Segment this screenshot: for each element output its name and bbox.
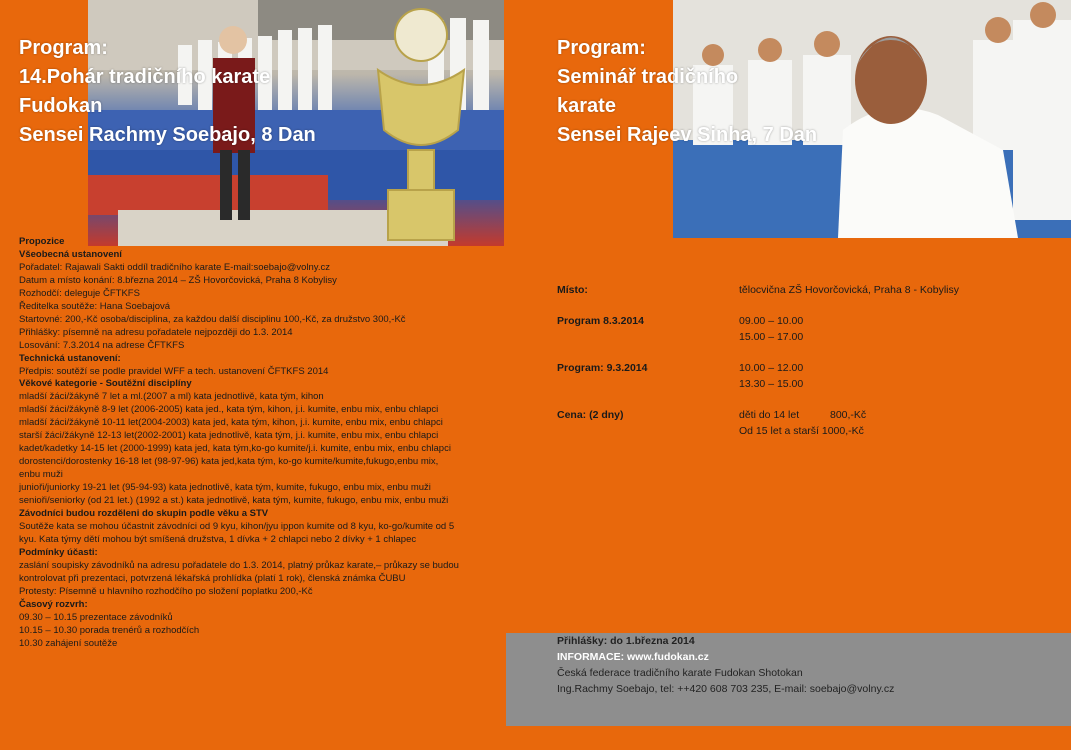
proposition-line: Startovné: 200,-Kč osoba/disciplina, za každou další disciplinu 100,-Kč, za družstvo 300,-Kč xyxy=(19,313,406,325)
seminar-title-line: Program: xyxy=(557,37,646,59)
info-url-link[interactable]: www.fudokan.cz xyxy=(627,651,709,663)
day1-time: 15.00 – 17.00 xyxy=(739,331,804,343)
seminar-title-line: karate xyxy=(557,95,616,117)
section-heading: Věkové kategorie - Soutěžní disciplíny xyxy=(19,378,192,390)
proposition-line: Přihlášky: písemně na adresu pořadatele nejpozději do 1.3. 2014 xyxy=(19,326,293,338)
contact-box xyxy=(506,633,1071,726)
section-heading: Všeobecná ustanovení xyxy=(19,248,122,260)
section-heading: Časový rozvrh: xyxy=(19,598,88,610)
info-label: INFORMACE: xyxy=(557,651,625,663)
organization-name: Česká federace tradičního karate Fudokan Shotokan xyxy=(557,667,803,679)
proposition-line: kadet/kadetky 14-15 let (2000-1999) kata jed, kata tým,ko-go kumite/j.i. kumite, enbu mix, enbu chlapci xyxy=(19,443,451,455)
day2-time: 13.30 – 15.00 xyxy=(739,378,804,390)
proposition-line: 09.30 – 10.15 prezentace závodníků xyxy=(19,611,173,623)
proposition-line: Protesty: Písemně u hlavního rozhodčího po složení poplatku 200,-Kč xyxy=(19,585,313,597)
section-heading: Propozice xyxy=(19,236,65,247)
price-label: Cena: (2 dny) xyxy=(557,409,624,421)
day1-time: 09.00 – 10.00 xyxy=(739,315,804,327)
price-children-value: 800,-Kč xyxy=(830,409,867,421)
tournament-title-line: Sensei Rachmy Soebajo, 8 Dan xyxy=(19,124,316,146)
proposition-line: Soutěže kata se mohou účastnit závodníci od 9 kyu, kihon/jyu ippon kumite od 8 kyu, ko-go/kumite od 5 xyxy=(19,520,455,532)
place-label: Místo: xyxy=(557,284,588,296)
info-line xyxy=(557,651,709,663)
day1-label: Program 8.3.2014 xyxy=(557,315,644,327)
proposition-line: 10.15 – 10.30 porada trenérů a rozhodčích xyxy=(19,624,200,636)
proposition-line: starší žáci/žákyně 12-13 let(2002-2001) kata jednotlivě, kata tým, j.i. kumite, enbu mix, enbu chlapci xyxy=(19,430,439,442)
proposition-line: 10.30 zahájení soutěže xyxy=(19,637,118,649)
proposition-line: mladší žáci/žákyně 7 let a ml.(2007 a ml) kata jednotlivě, kata tým, kihon xyxy=(19,391,324,403)
section-heading: Závodníci budou rozděleni do skupin podle věku a STV xyxy=(19,508,269,520)
proposition-line: zaslání soupisky závodníků na adresu pořadatele do 1.3. 2014, platný průkaz karate,– průkazy se budou xyxy=(19,559,459,571)
contact-details: Ing.Rachmy Soebajo, tel: ++420 608 703 235, E-mail: soebajo@volny.cz xyxy=(557,683,895,695)
place-value: tělocvična ZŠ Hovorčovická, Praha 8 - Kobylisy xyxy=(739,284,960,296)
proposition-line: dorostenci/dorostenky 16-18 let (98-97-96) kata jed,kata tým, ko-go kumite/kumite,fukugo,enbu mix, xyxy=(19,456,439,468)
seminar-title-line: Seminář tradičního xyxy=(557,66,739,88)
proposition-line: junioři/juniorky 19-21 let (95-94-93) kata jednotlivě, kata tým, kumite, fukugo, enbu mix, enbu muži xyxy=(19,482,431,494)
proposition-line: kyu. Kata týmy dětí mohou být smíšená družstva, 1 dívka + 2 chlapci nebo 2 dívky + 1 chlapec xyxy=(19,533,417,545)
price-adults: Od 15 let a starší 1000,-Kč xyxy=(739,425,864,437)
seminar-title-line: Sensei Rajeev Sinha, 7 Dan xyxy=(557,124,818,146)
proposition-line: senioři/seniorky (od 21 let.) (1992 a st.) kata jednotlivě, kata tým, kumite, fukugo, enbu mix, enbu muži xyxy=(19,495,449,507)
section-heading: Technická ustanovení: xyxy=(19,352,121,364)
seminar-title xyxy=(557,34,977,150)
price-children-text: děti do 14 let xyxy=(739,409,800,421)
propositions-text xyxy=(19,236,514,651)
proposition-line: Ředitelka soutěže: Hana Soebajová xyxy=(19,300,171,312)
proposition-line: kontrolovat při prezentaci, potvrzená lékařská prohlídka (platí 1 rok), členská známka ČUBU xyxy=(19,572,406,584)
day2-time: 10.00 – 12.00 xyxy=(739,362,804,374)
day2-label: Program: 9.3.2014 xyxy=(557,362,648,374)
registration-deadline: Přihlášky: do 1.března 2014 xyxy=(557,635,695,647)
proposition-line: enbu muži xyxy=(19,469,63,481)
tournament-title-line: Program: xyxy=(19,37,108,59)
tournament-title-line: 14.Pohár tradičního karate xyxy=(19,66,271,88)
tournament-title-line: Fudokan xyxy=(19,95,103,117)
section-heading: Podmínky účasti: xyxy=(19,546,98,558)
proposition-line: Losování: 7.3.2014 na adrese ČFTKFS xyxy=(19,339,185,351)
proposition-line: Pořadatel: Rajawali Sakti oddíl tradičního karate E-mail:soebajo@volny.cz xyxy=(19,261,330,273)
proposition-line: mladší žáci/žákyně 10-11 let(2004-2003) kata jed, kata tým, kihon, j.i. kumite, enbu mix, enbu chlapci xyxy=(19,417,443,429)
proposition-line: Rozhodčí: deleguje ČFTKFS xyxy=(19,287,140,299)
proposition-line: Datum a místo konání: 8.března 2014 – ZŠ Hovorčovická, Praha 8 Kobylisy xyxy=(19,274,337,286)
proposition-line: Předpis: soutěží se podle pravidel WFF a tech. ustanovení ČFTKFS 2014 xyxy=(19,365,329,377)
proposition-line: mladší žáci/žákyně 8-9 let (2006-2005) kata jed., kata tým, kihon, j.i. kumite, enbu mix, enbu chlapci xyxy=(19,404,439,416)
tournament-title xyxy=(19,34,439,150)
